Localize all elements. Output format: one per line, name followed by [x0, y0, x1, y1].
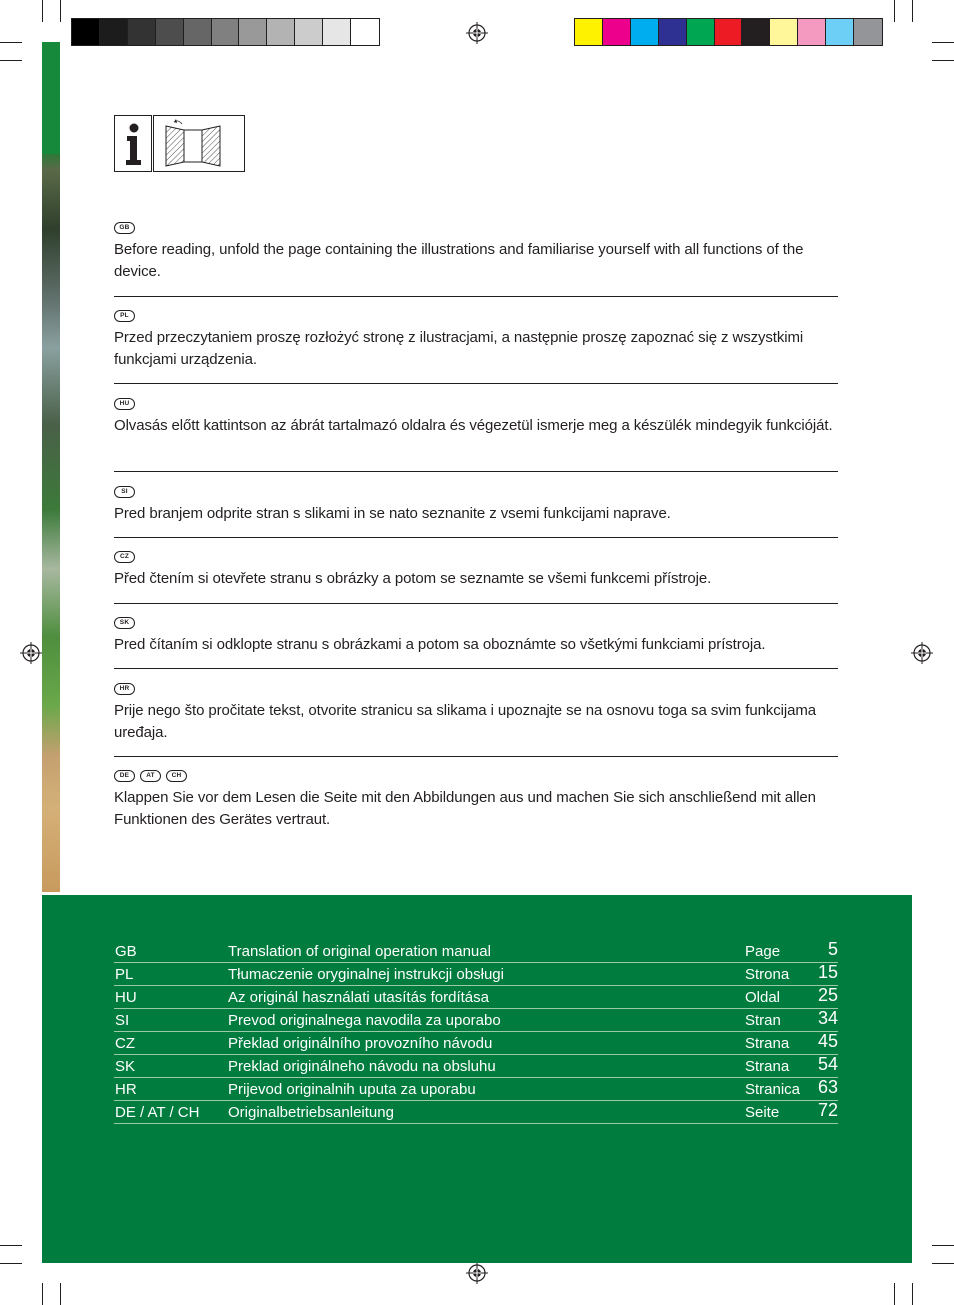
toc-language: DE / AT / CH: [115, 1104, 200, 1121]
registration-mark-icon: [20, 642, 42, 664]
toc-language: PL: [115, 966, 134, 983]
toc-page-number: 72: [817, 1100, 838, 1120]
toc-language: SK: [115, 1058, 136, 1075]
registration-mark-icon: [911, 642, 933, 664]
country-code-badges: [114, 222, 838, 236]
toc-title: Az originál használati utasítás fordítása: [228, 989, 489, 1006]
cover-image-strip: [42, 42, 60, 892]
toc-page-number: 5: [827, 939, 838, 959]
color-swatch: [631, 19, 659, 45]
toc-page-number: 25: [817, 985, 838, 1005]
country-code-badge: GB: [114, 222, 135, 234]
divider: [114, 383, 838, 384]
toc-row: [114, 1009, 838, 1032]
notice-text: Olvasás előtt kattintson az ábrát tartalmazó oldalra és végezetül ismerje meg a készülék mindegyik funkcióját.: [114, 417, 833, 434]
registration-mark-icon: [466, 22, 488, 44]
color-swatch: [575, 19, 603, 45]
color-swatch: [323, 19, 351, 45]
country-code-badges: [114, 310, 838, 324]
country-code-badge: PL: [114, 310, 135, 322]
divider: [114, 471, 838, 472]
divider: [114, 296, 838, 297]
country-code-badge: SI: [114, 486, 135, 498]
notice-pl: [114, 310, 838, 371]
toc-page-word: Oldal: [745, 989, 781, 1006]
toc-title: Tłumaczenie oryginalnej instrukcji obsługi: [228, 966, 504, 983]
notice-text: Klappen Sie vor dem Lesen die Seite mit den Abbildungen aus und machen Sie sich anschließend mit allen Funktionen des Gerätes vertraut.: [114, 789, 816, 828]
country-code-badges: [114, 551, 838, 565]
toc-row: [114, 940, 838, 963]
country-code-badge: HU: [114, 398, 135, 410]
notice-hu: [114, 398, 838, 437]
country-code-badges: [114, 398, 838, 412]
notice-sk: [114, 617, 838, 656]
color-swatch: [72, 19, 100, 45]
color-swatch: [826, 19, 854, 45]
toc-language: SI: [115, 1012, 130, 1029]
toc-row: [114, 986, 838, 1009]
toc-language: CZ: [115, 1035, 135, 1052]
toc-page-number: 34: [817, 1008, 838, 1028]
toc-title: Preklad originálneho návodu na obsluhu: [228, 1058, 496, 1075]
color-swatch: [715, 19, 743, 45]
color-swatch: [239, 19, 267, 45]
toc-language: HR: [115, 1081, 137, 1098]
notice-text: Before reading, unfold the page containing the illustrations and familiarise yourself with all functions of the device.: [114, 241, 804, 280]
notice-text: Pred branjem odprite stran s slikami in se nato seznanite z vsemi funkcijami naprave.: [114, 505, 671, 522]
color-swatch: [687, 19, 715, 45]
color-swatch: [184, 19, 212, 45]
toc-page-word: Strana: [745, 1035, 790, 1052]
info-icon: [114, 115, 152, 172]
registration-mark-icon: [466, 1262, 488, 1284]
notice-text: Před čtením si otevřete stranu s obrázky a potom se seznamte se všemi funkcemi přístroje.: [114, 570, 712, 587]
color-swatch: [659, 19, 687, 45]
color-swatch: [770, 19, 798, 45]
notice-si: [114, 486, 838, 525]
country-code-badge: AT: [140, 770, 161, 782]
toc-page-word: Seite: [745, 1104, 780, 1121]
toc-page-number: 45: [817, 1031, 838, 1051]
country-code-badges: [114, 617, 838, 631]
country-code-badges: [114, 770, 838, 784]
toc-row: [114, 1101, 838, 1124]
toc-page-word: Strana: [745, 1058, 790, 1075]
toc-page-word: Stran: [745, 1012, 781, 1029]
notice-gb: [114, 222, 838, 283]
color-swatch: [798, 19, 826, 45]
toc-row: [114, 1078, 838, 1101]
divider: [114, 603, 838, 604]
divider: [114, 537, 838, 538]
process-color-bar: [574, 18, 883, 46]
color-swatch: [267, 19, 295, 45]
notice-de-at-ch: [114, 770, 838, 831]
country-code-badge: HR: [114, 683, 135, 695]
toc-page-word: Stranica: [745, 1081, 801, 1098]
color-swatch: [854, 19, 882, 45]
notice-text: Pred čítaním si odklopte stranu s obrázkami a potom sa oboznámte so všetkými funkciami prístroja.: [114, 636, 766, 653]
toc-page-word: Strona: [745, 966, 790, 983]
toc-language: HU: [115, 989, 137, 1006]
divider: [114, 668, 838, 669]
color-swatch: [100, 19, 128, 45]
toc-title: Prevod originalnega navodila za uporabo: [228, 1012, 501, 1029]
toc-title: Translation of original operation manual: [228, 943, 491, 960]
color-swatch: [295, 19, 323, 45]
fold-out-page-icon: [153, 115, 245, 172]
country-code-badge: SK: [114, 617, 135, 629]
color-swatch: [212, 19, 240, 45]
toc-title: Překlad originálního provozního návodu: [228, 1035, 493, 1052]
notice-text: Prije nego što pročitate tekst, otvorite stranicu sa slikama i upoznajte se na osnovu toga sa svim funkcijama uređaja.: [114, 702, 816, 741]
toc-title: Originalbetriebsanleitung: [228, 1104, 394, 1121]
country-code-badges: [114, 683, 838, 697]
divider: [114, 756, 838, 757]
color-swatch: [351, 19, 379, 45]
country-code-badges: [114, 486, 838, 500]
toc-row: [114, 963, 838, 986]
toc-page-number: 15: [817, 962, 838, 982]
notice-hr: [114, 683, 838, 744]
country-code-badge: DE: [114, 770, 135, 782]
notice-text: Przed przeczytaniem proszę rozłożyć stronę z ilustracjami, a następnie proszę zapoznać się z wszystkimi funkcjami urządzenia.: [114, 329, 804, 368]
grey-scale-bar: [71, 18, 380, 46]
table-of-contents: [114, 940, 838, 1124]
toc-page-number: 54: [817, 1054, 838, 1074]
country-code-badge: CH: [166, 770, 187, 782]
toc-page-word: Page: [745, 943, 781, 960]
color-swatch: [742, 19, 770, 45]
toc-language: GB: [115, 943, 137, 960]
color-swatch: [128, 19, 156, 45]
toc-page-number: 63: [817, 1077, 838, 1097]
toc-row: [114, 1055, 838, 1078]
color-swatch: [156, 19, 184, 45]
color-swatch: [603, 19, 631, 45]
notice-cz: [114, 551, 838, 590]
toc-row: [114, 1032, 838, 1055]
toc-title: Prijevod originalnih uputa za uporabu: [228, 1081, 476, 1098]
country-code-badge: CZ: [114, 551, 135, 563]
